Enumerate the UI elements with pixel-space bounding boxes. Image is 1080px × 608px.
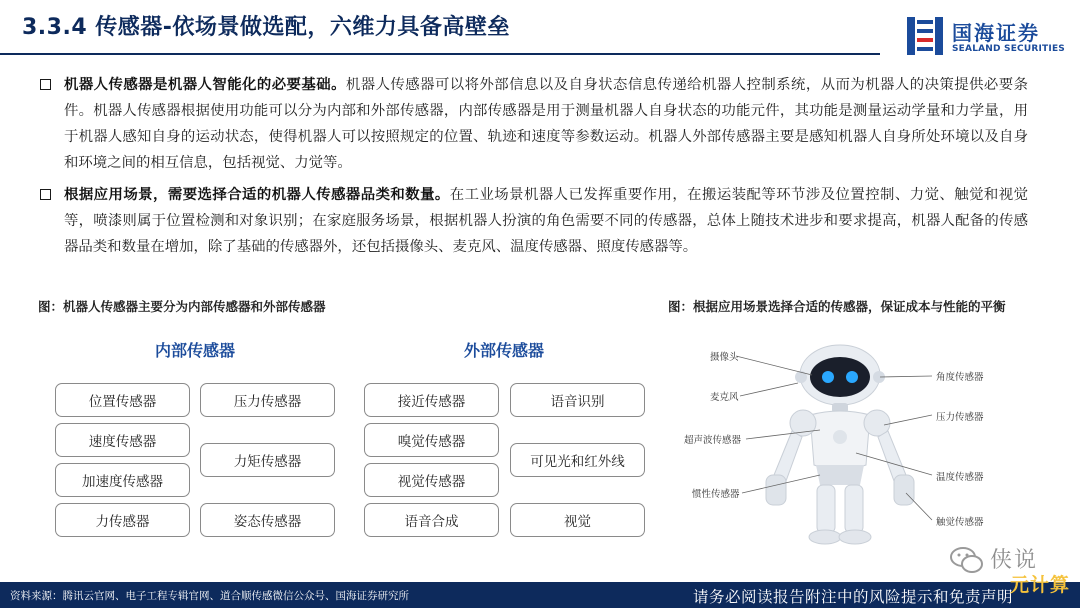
sensor-box: 嗅觉传感器 xyxy=(364,423,499,457)
sensor-box: 位置传感器 xyxy=(55,383,190,417)
sensor-box: 视觉传感器 xyxy=(364,463,499,497)
robot-label-pressure: 压力传感器 xyxy=(936,412,984,423)
sensor-box: 压力传感器 xyxy=(200,383,335,417)
robot-label-inertial: 惯性传感器 xyxy=(692,489,740,500)
corner-stamp: 元计算 xyxy=(1010,574,1071,596)
sensor-box: 视觉 xyxy=(510,503,645,537)
bullet-lead: 机器人传感器是机器人智能化的必要基础。 xyxy=(64,77,346,93)
title-divider xyxy=(0,53,880,55)
disclaimer-text: 请务必阅读报告附注中的风险提示和免责声明 xyxy=(693,588,1014,606)
bullet-paragraph xyxy=(38,72,1028,176)
figure-right-title: 图：根据应用场景选择合适的传感器，保证成本与性能的平衡 xyxy=(668,299,1006,314)
sensor-box: 速度传感器 xyxy=(55,423,190,457)
bullet-text: 在工业场景机器人已发挥重要作用，在搬运装配等环节涉及位置控制、力觉、触觉和视觉等，喷漆则属于位置检测和对象识别；在家庭服务场景，根据机器人扮演的角色需要不同的传感器，总体上随技术进步和要求提高，机器人配备的传感器品类和数量在增加，除了基础的传感器外，还包括摄像头、麦克风、温度传感器、照度传感器等。 xyxy=(64,187,1028,255)
logo-english-name: SEALAND SECURITIES xyxy=(952,44,1065,54)
sensor-box: 加速度传感器 xyxy=(55,463,190,497)
page-header xyxy=(0,0,1080,62)
source-note: 资料来源：腾讯云官网、电子工程专辑官网、道合顺传感微信公众号、国海证券研究所 xyxy=(10,590,409,602)
robot-label-ultrasonic: 超声波传感器 xyxy=(684,435,742,446)
sensor-box: 语音合成 xyxy=(364,503,499,537)
square-bullet-icon xyxy=(40,79,51,90)
robot-diagram xyxy=(670,325,1070,570)
watermark-text: 侠说 xyxy=(990,548,1039,573)
body-text xyxy=(38,72,1028,260)
page-footer xyxy=(0,582,1080,608)
external-sensors-heading: 外部传感器 xyxy=(464,341,545,360)
robot-label-tactile: 触觉传感器 xyxy=(936,517,984,528)
sealand-logo-icon xyxy=(906,16,944,56)
robot-label-microphone: 麦克风 xyxy=(710,392,739,403)
robot-label-temperature: 温度传感器 xyxy=(936,472,984,483)
sensor-box: 力传感器 xyxy=(55,503,190,537)
internal-sensors-heading: 内部传感器 xyxy=(155,341,236,360)
robot-label-camera: 摄像头 xyxy=(710,352,739,363)
sensor-box: 语音识别 xyxy=(510,383,645,417)
sensor-box: 接近传感器 xyxy=(364,383,499,417)
bullet-lead: 根据应用场景，需要选择合适的机器人传感器品类和数量。 xyxy=(64,187,450,203)
company-logo xyxy=(906,16,1071,60)
sensor-box: 力矩传感器 xyxy=(200,443,335,477)
logo-chinese-name: 国海证券 xyxy=(952,21,1040,45)
sensor-box: 可见光和红外线 xyxy=(510,443,645,477)
bullet-text: 机器人传感器可以将外部信息以及自身状态信息传递给机器人控制系统，从而为机器人的决策提供必要条件。机器人传感器根据使用功能可以分为内部和外部传感器，内部传感器是用于测量机器人自身状态的功能元件，其功能是测量运动学量和力学量，用于机器人感知自身的运动状态，使得机器人可以按照规定的位置、轨迹和速度等参数运动。机器人外部传感器主要是感知机器人自身所处环境以及自身和环境之间的相互信息，包括视觉、力觉等。 xyxy=(64,77,1028,171)
robot-label-angle: 角度传感器 xyxy=(936,372,984,383)
page-title: 3.3.4 传感器-依场景做选配，六维力具备高壁垒 xyxy=(22,15,510,40)
sensor-box: 姿态传感器 xyxy=(200,503,335,537)
figure-left-title: 图：机器人传感器主要分为内部传感器和外部传感器 xyxy=(38,299,326,314)
bullet-paragraph xyxy=(38,182,1028,260)
wechat-icon xyxy=(950,545,984,575)
square-bullet-icon xyxy=(40,189,51,200)
